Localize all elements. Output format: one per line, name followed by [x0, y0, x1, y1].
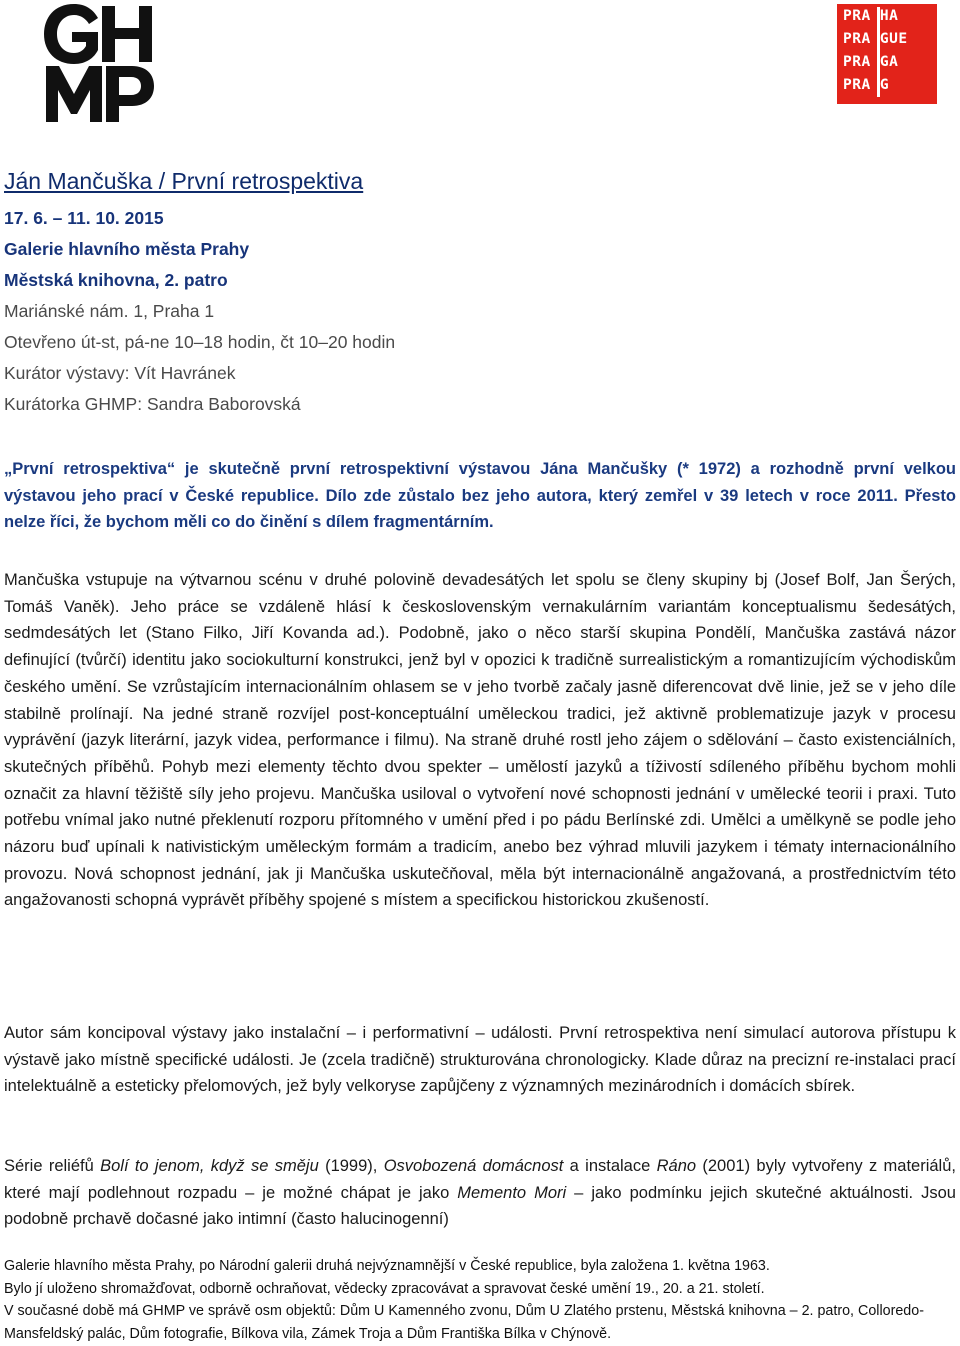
footer-line: Bylo jí uloženo shromažďovat, odborně ochraňovat, vědecky zpracovávat a spravovat české umění 19., 20. a 21. století. [4, 1280, 765, 1297]
work-title: Ráno [656, 1157, 697, 1175]
work-title: Bolí to jenom, když se směju [100, 1157, 319, 1175]
work-title: Osvobozená domácnost [383, 1157, 564, 1175]
body-paragraph-3 [4, 1153, 956, 1233]
text-run: – jako podmínku jejich skutečné aktuálnosti. Jsou podobně prchavě dočasné jako intimní (často halucinogenní) [4, 1183, 956, 1229]
work-title: Memento Mori [457, 1183, 567, 1202]
exhibition-dates: 17. 6. – 11. 10. 2015 [4, 208, 164, 228]
curator-ghmp-line: Kurátorka GHMP: Sandra Baborovská [4, 394, 301, 414]
venue-building: Městská knihovna, 2. patro [4, 270, 228, 290]
text-run: (1999), [318, 1157, 384, 1175]
footer-line: Galerie hlavního města Prahy, po Národní galerii druhá nejvýznamnější v České republice, byla založena 1. května 1963. [4, 1258, 770, 1274]
exhibition-header [4, 168, 954, 420]
curator-line: Kurátor výstavy: Vít Havránek [4, 363, 236, 383]
text-run: a instalace [563, 1157, 657, 1175]
text-run: (2001) byly vytvořeny z materiálů, které mají podlehnout rozpadu – je možné chápat je jako [4, 1157, 956, 1202]
page-title: Ján Mančuška / První retrospektiva [4, 168, 364, 194]
text-run: Série reliéfů [4, 1157, 101, 1175]
ghmp-logo [40, 2, 160, 124]
venue-name: Galerie hlavního města Prahy [4, 239, 250, 259]
footer-line: V současné době má GHMP ve správě osm objektů: Dům U Kamenného zvonu, Dům U Zlatého prstenu, Městská knihovna – 2. patro, Colloredo-Mansfeldský palác, Dům fotografie, Bílkova vila, Zámek Troja a Dům Františka Bílka v Chýnově. [4, 1303, 924, 1342]
praha-logo-row: PRA G [843, 77, 890, 93]
venue-address: Mariánské nám. 1, Praha 1 [4, 301, 215, 321]
opening-hours: Otevřeno út-st, pá-ne 10–18 hodin, čt 10–20 hodin [4, 332, 396, 352]
page-footer [4, 1255, 956, 1345]
lead-paragraph: „První retrospektiva“ je skutečně první retrospektivní výstavou Jána Mančušky (* 1972) a rozhodně první velkou výstavou jeho prací v České republice. Dílo zde zůstalo bez jeho autora, který zemřel v 39 letech v roce 2011. Přesto nelze říci, že bychom měli co do činění s dílem fragmentárním. [4, 460, 956, 531]
praha-logo-row: PRA GUE [843, 31, 908, 47]
body-paragraph-2: Autor sám koncipoval výstavy jako instalační – i performativní – události. První retrospektiva není simulací autorova přístupu k výstavě jako místně specifické události. Je (zcela tradičně) strukturována chronologicky. Klade důraz na precizní re-instalaci prací intelektuálně a esteticky přelomových, jež byly velkoryse zapůjčeny z významných mezinárodních i domácích sbírek. [4, 1024, 956, 1096]
praha-logo [837, 4, 937, 104]
praha-logo-row: PRA HA [843, 8, 899, 24]
body-paragraph-1: Mančuška vstupuje na výtvarnou scénu v druhé polovině devadesátých let spolu se členy skupiny bj (Josef Bolf, Jan Šerých, Tomáš Vaněk). Jeho práce se vzdáleně hlásí k československým vernakulárním variantám konceptualismu šedesátých, sedmdesátých let (Stano Filko, Jiří Kovanda ad.). Podobně, jako o něco starší skupina Pondělí, Mančuška zastává názor definující (tvůrčí) identitu jako sociokulturní konstrukci, jenž byl v opozici k tradičně surrealistickým a romantizujícím východiskům českého umění. Se vzrůstajícím internacionálním ohlasem se v jeho tvorbě začaly jasně diferencovat dvě linie, jež se v jeho díle stabilně prolínají. Na jedné straně rozvíjel post-konceptuální uměleckou tradici, jež aktivně problematizuje jazyk v procesu vyprávění (jazyk literární, jazyk videa, performance i filmu). Na straně druhé rostl jeho zájem o sdělování – často existenciálních, skutečných příběhů. Pohyb mezi elementy těchto dvou spekter – umělostí jazyků a tíživostí sdíleného příběhu bychom mohli označit za hlavní těžiště síly jeho projevu. Mančuška usiloval o vytvoření nové schopnosti jednání v umělecké teorii i praxi. Tuto potřebu vnímal jako nutné překlenutí rozporu přítomného v umění před i po pádu Berlínské zdi. Umělci a umělkyně se podle jeho názoru buď upínali k nativistickým uměleckým formám a tradicím, anebo bez výhrad mluvili jazykem i tématy internacionálního provozu. Nová schopnost jednání, jak ji Mančuška uskutečňoval, měla být internacionálně angažovaná, a prostřednictvím této angažovanosti schopná vyprávět příběhy spojené s místem a specifickou historickou zkušeností. [4, 571, 956, 910]
praha-logo-row: PRA GA [843, 54, 899, 70]
